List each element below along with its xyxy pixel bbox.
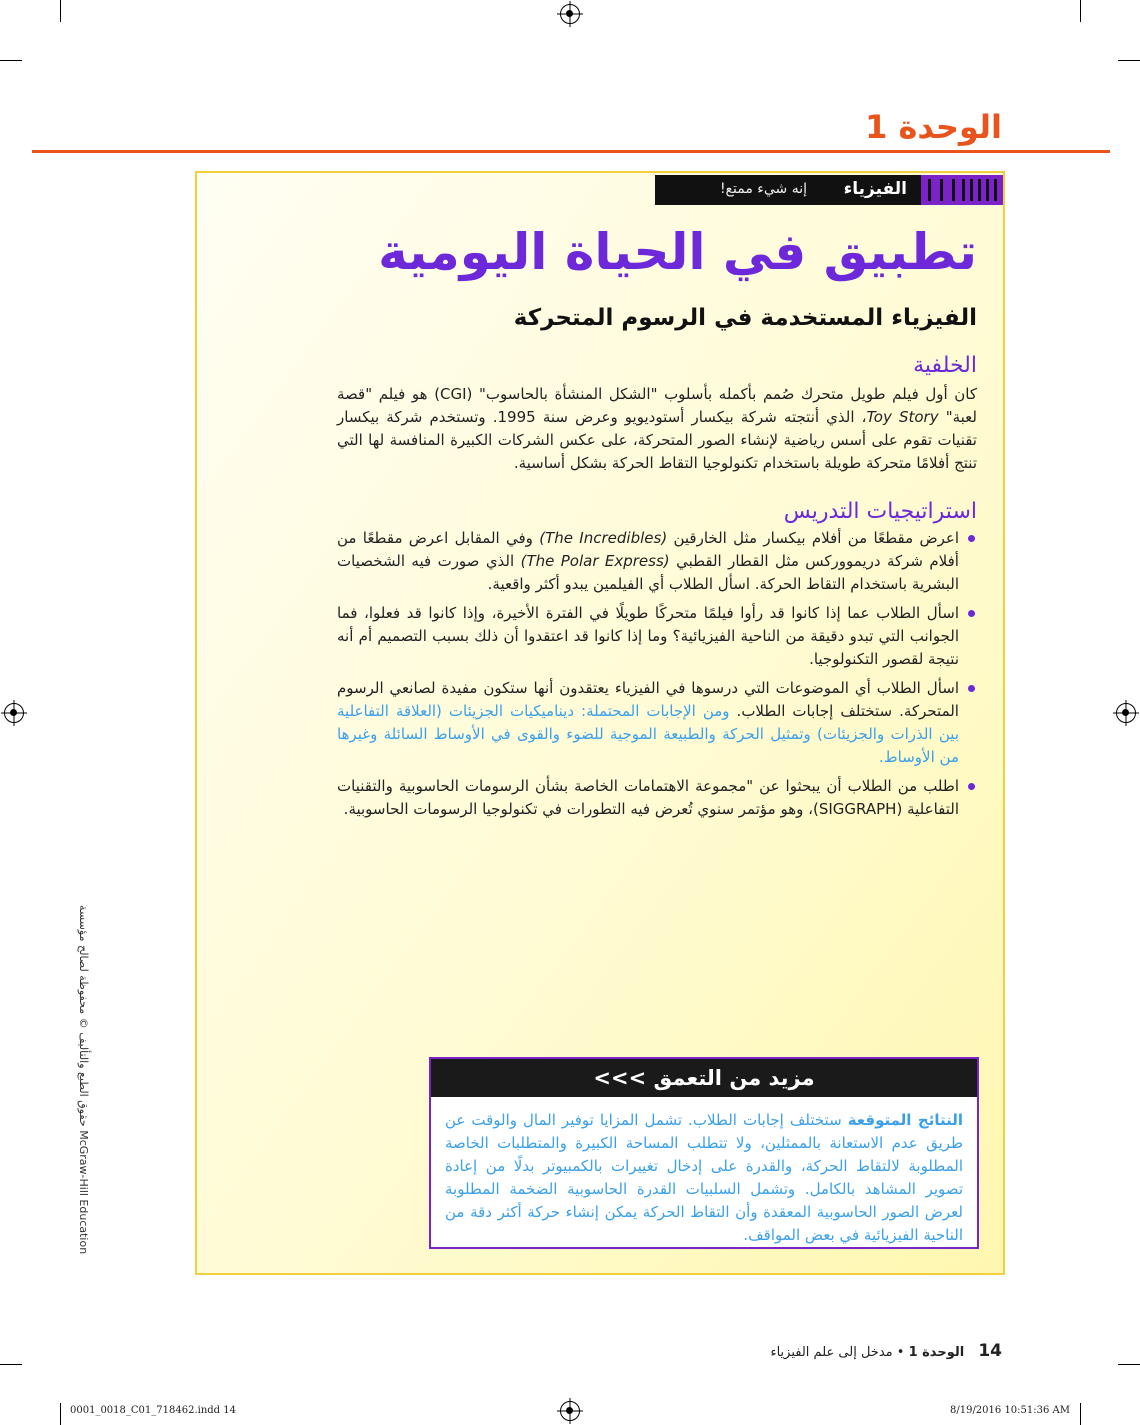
page-number: 14 bbox=[978, 1341, 1002, 1361]
crop-mark bbox=[1118, 1364, 1140, 1365]
crop-mark bbox=[0, 1364, 22, 1365]
stripes-icon bbox=[921, 175, 1003, 205]
copyright-side-text: حقوق الطبع والتأليف © محفوظة لصالح مؤسسة McGraw-Hill Education bbox=[77, 905, 90, 1255]
crop-mark bbox=[60, 0, 61, 22]
bullet-text: ، وهو مؤتمر سنوي تُعرض فيه التطورات في تكنولوجيا الرسومات الحاسوبية. bbox=[343, 800, 813, 818]
page-footer bbox=[770, 1341, 1002, 1361]
footer-chapter: الوحدة 1 bbox=[908, 1345, 965, 1360]
feature-panel bbox=[195, 171, 1005, 1275]
registration-mark-icon bbox=[4, 703, 24, 723]
background-text: ، الذي أنتجته شركة بيكسار أستوديويو وعرض سنة 1995. وتستخدم شركة بيكسار تقنيات تقوم على أسس رياضية لإنشاء الصور المتحركة، على عكس الشركات الكبيرة المنافسة لها التي تنتج أفلامًا متحركة طويلة باستخدام تكنولوجيا التقاط الحركة بشكل أساسية. bbox=[337, 408, 977, 472]
page-title: تطبيق في الحياة اليومية bbox=[378, 223, 977, 281]
page-subtitle: الفيزياء المستخدمة في الرسوم المتحركة bbox=[513, 305, 977, 331]
more-depth-box bbox=[429, 1057, 979, 1249]
crop-mark bbox=[1080, 1403, 1081, 1425]
crop-mark bbox=[1118, 60, 1140, 61]
registration-mark-icon bbox=[560, 1401, 580, 1421]
background-paragraph bbox=[337, 383, 977, 475]
crop-mark bbox=[60, 1403, 61, 1425]
feature-tag-label: الفيزياء bbox=[843, 179, 907, 199]
registration-mark-icon bbox=[1116, 703, 1136, 723]
list-item bbox=[337, 677, 977, 769]
list-item bbox=[337, 602, 977, 671]
bullet-separator-icon: • bbox=[892, 1345, 905, 1360]
bullet-text: اسأل الطلاب أي الموضوعات التي درسوها في الفيزياء يعتقدون أنها ستكون مفيدة لصانعي الرسوم المتحركة. ستختلف إجابات الطلاب. bbox=[337, 679, 959, 720]
cgi-abbrev: (CGI) bbox=[434, 385, 473, 403]
bullet-text: اسأل الطلاب عما إذا كانوا قد رأوا فيلمًا متحركًا طويلًا في الفترة الأخيرة، وإذا كانوا قد فعلوا، فما الجوانب التي تبدو دقيقة من الناحية الفيزيائية؟ وما إذا كانوا قد اعتقدوا أن ذلك بسبب التصميم أم أنه نتيجة لقصور التكنولوجيا. bbox=[337, 604, 959, 668]
siggraph-abbrev: (SIGGRAPH) bbox=[812, 800, 903, 818]
bullet-text: وفي المقابل اعرض مقطعًا من أفلام شركة دريمووركس مثل القطار القطبي bbox=[337, 529, 959, 570]
more-depth-heading: مزيد من التعمق >>> bbox=[431, 1059, 977, 1097]
bullet-text: الذي صورت فيه الشخصيات البشرية باستخدام التقاط الحركة. اسأل الطلاب أي الفيلمين يبدو أكثر واقعية. bbox=[337, 552, 959, 593]
strategies-list bbox=[337, 527, 977, 827]
print-slug-file: 0001_0018_C01_718462.indd 14 bbox=[70, 1405, 236, 1416]
background-text: هو فيلم "قصة لعبة" bbox=[337, 385, 977, 426]
bullet-text: اعرض مقطعًا من أفلام بيكسار مثل الخارقين bbox=[673, 529, 960, 547]
list-item bbox=[337, 527, 977, 596]
more-depth-text: ستختلف إجابات الطلاب. تشمل المزايا توفير المال والوقت عن طريق عدم الاستعانة بالممثلين، ولا تتطلب المساحة الكبيرة والمتطلبات الخاصة المطلوبة لالتقاط الحركة، والقدرة على إدخال تغييرات بالكمبيوتر بدلًا من إعادة تصوير المشاهد بالكامل. وتشمل السلبيات القدرة الحاسوبية الضخمة المطلوبة لعرض الصور الحاسوبية المعقدة وأن التقاط الحركة يمكن إنشاء حركة أكثر دقة من الناحية الفيزيائية في بعض المواقف. bbox=[445, 1111, 963, 1244]
more-depth-body bbox=[431, 1097, 977, 1247]
crop-mark bbox=[1080, 0, 1081, 22]
footer-text: مدخل إلى علم الفيزياء bbox=[770, 1345, 893, 1360]
chapter-header: الوحدة 1 bbox=[865, 108, 1002, 146]
registration-mark-icon bbox=[560, 4, 580, 24]
expected-results-label: النتائج المتوقعة bbox=[847, 1111, 963, 1129]
crop-mark bbox=[0, 60, 22, 61]
list-item bbox=[337, 775, 977, 821]
movie-title: (The Polar Express) bbox=[520, 552, 670, 570]
background-text: كان أول فيلم طويل متحرك صُمم بأكمله بأسلوب "الشكل المنشأة بالحاسوب" bbox=[479, 385, 978, 403]
movie-title: Toy Story bbox=[866, 408, 939, 426]
movie-title: (The Incredibles) bbox=[539, 529, 668, 547]
bullet-text: اطلب من الطلاب أن يبحثوا عن "مجموعة الاهتمامات الخاصة بشأن الرسومات الحاسوبية والتقنيات التفاعلية bbox=[337, 777, 959, 818]
bullet-answer-text: ومن الإجابات المحتملة: ديناميكيات الجزيئات (العلاقة التفاعلية بين الذرات والجزيئات) وتمثيل الحركة والطبيعة الموجية للضوء والقوى في الأوساط السائلة وغيرها من الأوساط. bbox=[337, 702, 959, 766]
background-heading: الخلفية bbox=[913, 353, 977, 378]
feature-tag-subtitle: إنه شيء ممتع! bbox=[719, 181, 807, 197]
header-rule bbox=[32, 150, 1110, 153]
print-slug-date: 8/19/2016 10:51:36 AM bbox=[949, 1405, 1070, 1416]
feature-tag-bar bbox=[655, 175, 1003, 205]
strategies-heading: استراتيجيات التدريس bbox=[783, 499, 977, 524]
